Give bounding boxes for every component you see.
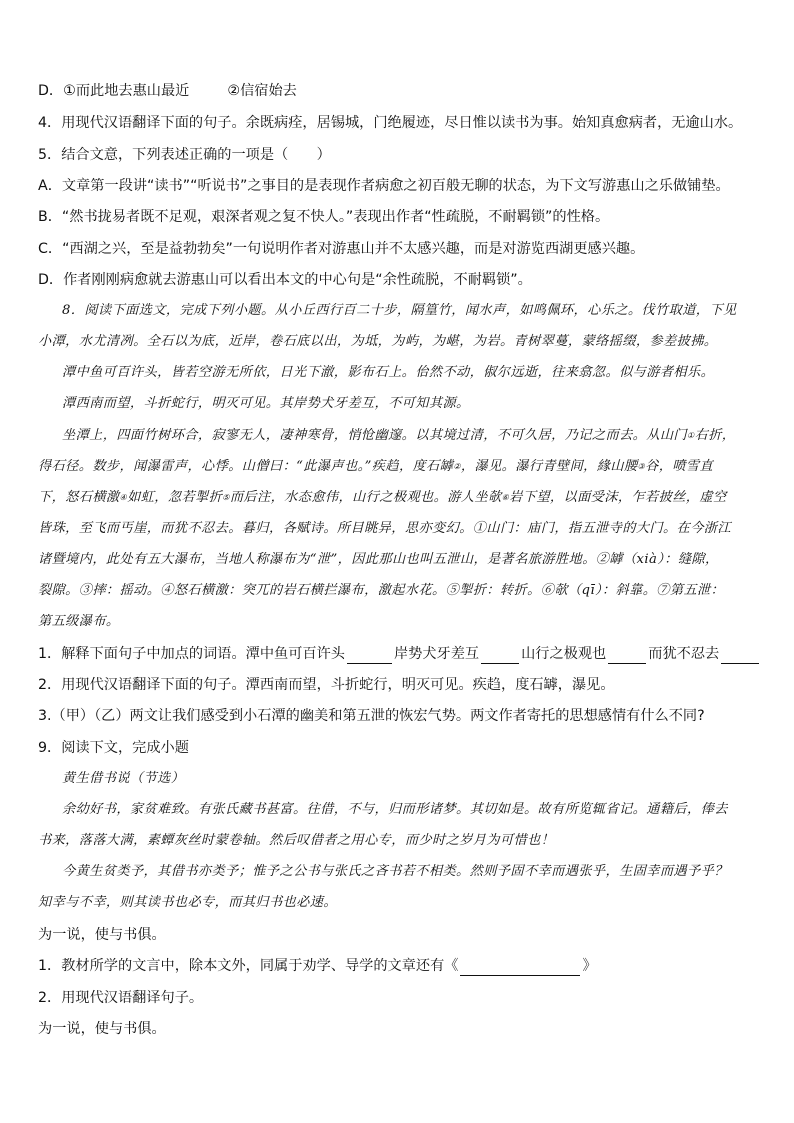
passage-line: 潭西南而望，斗折蛇行，明灭可见。其岸势犬牙差互，不可知其源。 <box>62 396 470 411</box>
question-5: 5．结合文意，下列表述正确的一项是（ ） <box>38 147 331 163</box>
answer-blank[interactable] <box>460 959 580 976</box>
footnote-marker: ④ <box>119 493 128 502</box>
text-segment: 而犹不忍去 <box>648 646 720 662</box>
text-segment: 得石径。数步，闻瀑雷声，心悸。山僧曰：“此瀑声也。”疾趋，度石罅 <box>38 459 454 474</box>
passage-line: 潭中鱼可百许头，皆若空游无所依，日光下澈，影布石上。佁然不动，俶尔远逝，往来翕忽。似与游者相乐。 <box>62 365 715 380</box>
option-a: A．文章第一段讲“读书”“听说书”之事目的是表现作者病愈之初百般无聊的状态，为下文写游惠山之乐做铺垫。 <box>38 178 730 194</box>
passage-line <box>38 488 763 508</box>
text-segment: 1．解释下面句子中加点的词语。潭中鱼可百许头 <box>38 646 345 662</box>
footnote-marker: ⑤ <box>222 493 230 502</box>
passage-line: 小潭，水尤清冽。全石以为底，近岸，卷石底以出，为坻，为屿，为嵁，为岩。青树翠蔓，蒙络摇缀，参差披拂。 <box>38 334 718 349</box>
footnote-marker: ② <box>453 462 461 471</box>
answer-blank[interactable] <box>481 647 519 664</box>
footnote-line: 裂隙。③摔：摇动。④怒石横激：突兀的岩石横拦瀑布，激起水花。⑤掣折：转折。⑥欹（qī）：斜靠。⑦第五泄： <box>38 583 725 598</box>
text-segment: ，瀑见。瀑行青壁间，緣山腰 <box>460 459 638 474</box>
passage-title: 黄生借书说（节选） <box>62 771 185 786</box>
text-line: 为一说，使与书俱。 <box>38 1021 166 1037</box>
text-segment: 右折， <box>694 428 736 443</box>
footnote-marker: ⑥ <box>501 493 510 502</box>
answer-blank[interactable] <box>347 647 392 664</box>
question-8-3: 3.（甲）（乙）两文让我们感受到小石潭的幽美和第五泄的恢宏气势。两文作者寄托的思想感情有什么不同? <box>38 708 705 724</box>
passage-line: 皆珠，至飞而丐崖，而犹不忍去。暮归，各赋诗。所目眺异，思亦变幻。①山门：庙门，指五泄寺的大门。在今浙江 <box>38 521 731 536</box>
text-segment: 下，怒石横激 <box>38 490 120 505</box>
text-segment: 而后注，水态愈伟，山行之极观也。游人坐欹 <box>229 490 502 505</box>
passage-line: 余幼好书，家贫难致。有张氏藏书甚富。往借，不与，归而形诸梦。其切如是。故有所览辄省记。通籍后，俸去 <box>62 802 728 817</box>
text-segment: 谷，喷雪直 <box>645 459 714 474</box>
option-b: B．“然书拢易者既不足观，艰深者观之复不快人。”表现出作者“性疏脱，不耐羁锁”的性格。 <box>38 209 610 225</box>
option-d-line <box>38 81 763 101</box>
text-segment: 岸势犬牙差互 <box>393 646 480 662</box>
passage-line: 知幸与不幸，则其读书也必专，而其归书也必速。 <box>38 895 337 910</box>
footnote-marker: ① <box>687 431 695 440</box>
text-segment: 如虹，忽若掣折 <box>127 490 223 505</box>
text-segment: D．①而此地去惠山最近 <box>38 83 190 99</box>
question-9-2: 2．用现代汉语翻译句子。 <box>38 990 204 1006</box>
footnote-marker: ③ <box>637 462 646 471</box>
answer-blank[interactable] <box>608 647 646 664</box>
text-segment: ②信宿始去 <box>227 83 297 99</box>
text-segment: 》 <box>582 958 597 974</box>
option-d: D．作者刚刚病愈就去游惠山可以看出本文的中心句是“余性疏脱，不耐羁锁”。 <box>38 272 532 288</box>
text-segment: 岩下望，以面受沫，乍若披丝，虚空 <box>509 490 727 505</box>
text-line: 为一说，使与书俱。 <box>38 927 166 943</box>
footnote-line: 第五级瀑布。 <box>38 614 120 629</box>
passage-line <box>38 457 763 477</box>
text-segment: 坐潭上，四面竹树环合，寂寥无人，凄神寒骨，悄怆幽邃。以其境过清，不可久居，乃记之而去。从山门 <box>62 428 688 443</box>
question-9-1 <box>38 956 763 976</box>
passage-line: 今黄生贫类予，其借书亦类予；惟予之公书与张氏之吝书若不相类。然则予固不幸而遇张乎，生固幸而遇予乎？ <box>62 864 728 879</box>
text-segment: 1．教材所学的文言中，除本文外，同属于劝学、导学的文章还有《 <box>38 958 459 974</box>
passage-line <box>62 426 787 446</box>
question-9: 9．阅读下文，完成小题 <box>38 740 189 756</box>
passage-line: 书来，落落大满，素蟫灰丝时蒙卷轴。然后叹借者之用心专，而少时之岁月为可惜也！ <box>38 833 555 848</box>
question-4: 4．用现代汉语翻译下面的句子。余既病痊，居锡城，门绝履迹，尽日惟以读书为事。始知真愈病者，无逾山水。 <box>38 115 743 131</box>
text-segment: 山行之极观也 <box>521 646 607 662</box>
question-8-intro: 8．阅读下面选文，完成下列小题。从小丘西行百二十步，隔篁竹，闻水声，如鸣佩环，心乐之。伐竹取道，下见 <box>62 303 737 318</box>
question-8-2: 2．用现代汉语翻译下面的句子。潭西南而望，斗折蛇行，明灭可见。疾趋，度石罅，瀑见。 <box>38 677 615 693</box>
answer-blank[interactable] <box>721 647 759 664</box>
question-8-1 <box>38 644 763 664</box>
option-c: C．“西湖之兴，至是益勃勃矣”一句说明作者对游惠山并不太感兴趣，而是对游览西湖更感兴趣。 <box>38 241 645 257</box>
footnote-line: 诸暨境内，此处有五大瀑布，当地人称瀑布为“泄”，因此那山也叫五泄山，是著名旅游胜地。②罅（xià）：缝隙， <box>38 552 719 567</box>
